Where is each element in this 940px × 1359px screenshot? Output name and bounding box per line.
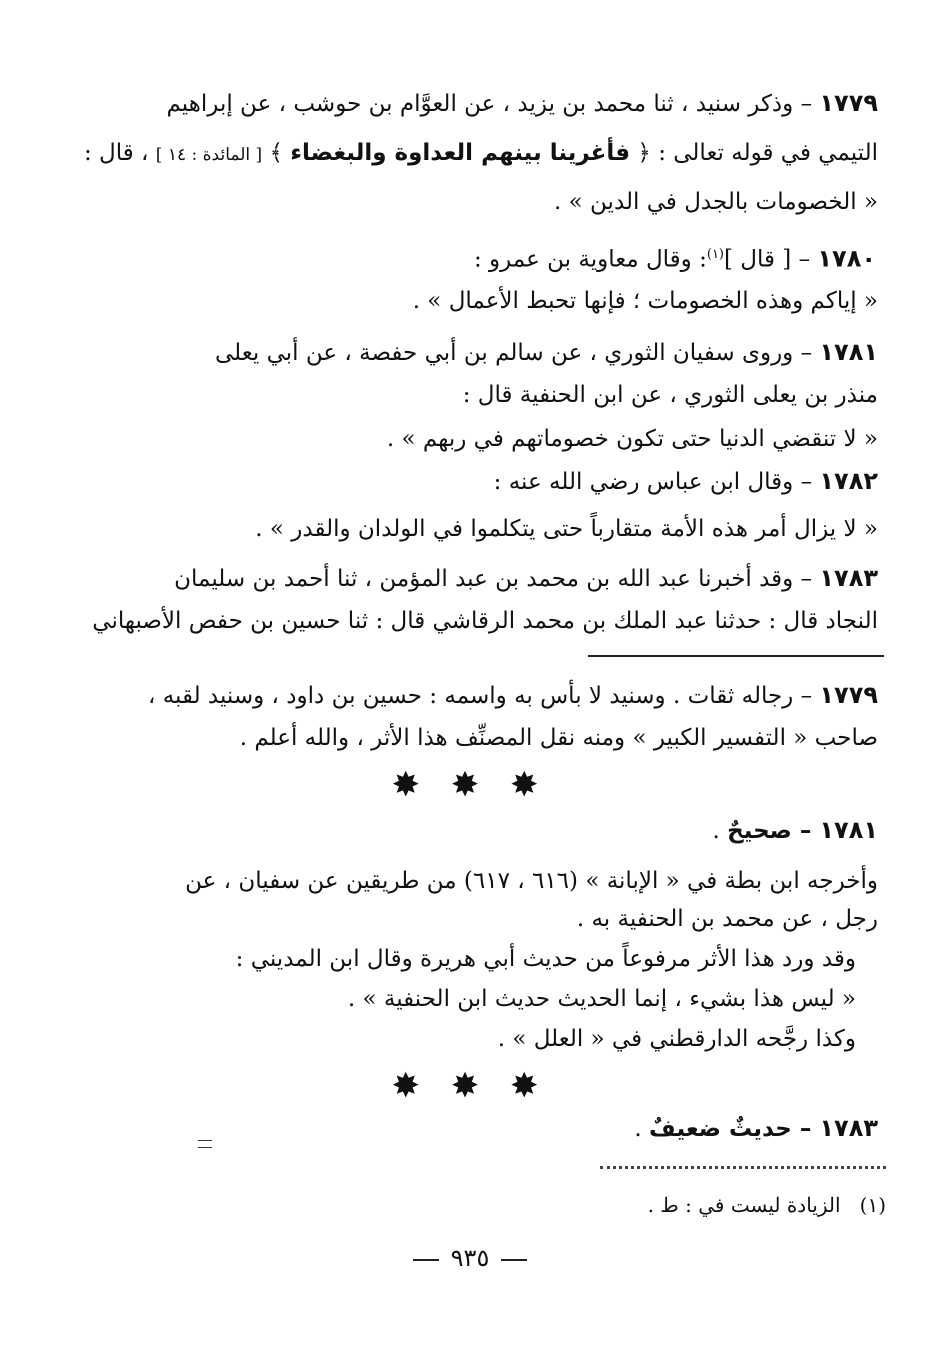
page-number-footer (0, 1244, 940, 1272)
line-text: منذر بن يعلى الثوري ، عن ابن الحنفية قال : (462, 382, 878, 408)
note-line (713, 815, 879, 846)
footnote-marker: (١) (706, 247, 724, 262)
grading: – صحيحٌ (727, 818, 820, 844)
line-text: – رجاله ثقات . وسنيد لا بأس به واسمه : حسين بن داود ، وسنيد لقبه ، (147, 683, 820, 709)
line-text: – وروى سفيان الثوري ، عن سالم بن أبي حفصة ، عن أبي يعلى (215, 340, 820, 366)
line-text: : وقال معاوية بن عمرو : (473, 246, 707, 273)
entry-number: ١٧٨١ (819, 816, 878, 844)
line-text: رجل ، عن محمد بن الحنفية به . (576, 906, 878, 932)
section-separator: ✸ ✸ ✸ (391, 765, 549, 805)
note-line (634, 1113, 878, 1144)
note-line (498, 1024, 856, 1054)
line-text: . (634, 1116, 650, 1142)
entry-number: ١٧٨٠ (817, 244, 876, 273)
text-line (494, 466, 878, 497)
entry-number: ١٧٨٣ (819, 564, 878, 592)
line-text: « إياكم وهذه الخصومات ؛ فإنها تحبط الأعمال » . (412, 288, 878, 314)
entry-number: ١٧٧٩ (819, 681, 878, 709)
line-text: صاحب « التفسير الكبير » ومنه نقل المصنِّف هذا الأثر ، والله أعلم . (239, 725, 878, 751)
line-text: « لا يزال أمر هذه الأمة متقارباً حتى يتكلموا في الولدان والقدر » . (255, 516, 878, 542)
line-text: « الخصومات بالجدل في الدين » . (554, 189, 878, 215)
line-text: التيمي في قوله تعالى : ﴿ (630, 140, 878, 166)
text-line (167, 88, 879, 119)
line-text: – وقال ابن عباس رضي الله عنه : (493, 469, 820, 495)
line-text: – وقد أخبرنا عبد الله بن محمد بن عبد المؤمن ، ثنا أحمد بن سليمان (174, 566, 820, 592)
text-line (92, 606, 878, 636)
note-line (348, 984, 856, 1014)
page-number: ٩٣٥ (450, 1244, 490, 1272)
note-line (240, 723, 878, 753)
text-line (84, 138, 878, 170)
line-text: « ليس هذا بشيء ، إنما الحديث حديث ابن الحنفية » . (347, 986, 856, 1012)
grading: – حديثٌ ضعيفٌ (649, 1116, 820, 1142)
text-line (255, 514, 878, 544)
note-line (185, 866, 878, 896)
line-text: – وذكر سنيد ، ثنا محمد بن يزيد ، عن العوَّام بن حوشب ، عن إبراهيم (166, 91, 820, 117)
line-text: . (712, 818, 728, 844)
line-text: – [ قال ] (724, 246, 818, 273)
footnote-number: (١) (859, 1193, 886, 1217)
text-line (474, 240, 876, 275)
notes-divider (588, 655, 884, 657)
footnote-divider (600, 1166, 886, 1169)
line-text: ، قال : (83, 140, 156, 166)
entry-number: ١٧٨٣ (819, 1114, 878, 1142)
text-line (387, 424, 878, 454)
line-text: النجاد قال : حدثنا عبد الملك بن محمد الرقاشي قال : ثنا حسين بن حفص الأصبهاني (92, 608, 878, 634)
dash-left (501, 1259, 527, 1261)
continuation-mark (198, 1140, 212, 1148)
line-text: وكذا رجَّحه الدارقطني في « العلل » . (497, 1026, 856, 1052)
line-text: ﴾ (262, 140, 291, 166)
dash-right (413, 1259, 439, 1261)
note-line (577, 904, 878, 934)
entry-number: ١٧٨٢ (819, 467, 878, 495)
entry-number: ١٧٧٩ (819, 89, 878, 117)
line-text: « لا تنقضي الدنيا حتى تكون خصوماتهم في ربهم » . (386, 426, 878, 452)
section-separator: ✸ ✸ ✸ (391, 1066, 549, 1106)
text-line (215, 337, 878, 368)
text-line (554, 187, 878, 217)
entry-number: ١٧٨١ (819, 338, 878, 366)
note-line (148, 680, 878, 711)
text-line (463, 380, 878, 410)
verse-reference: [ المائدة : ١٤ ] (155, 145, 263, 165)
line-text: وأخرجه ابن بطة في « الإبانة » (٦١٦ ، ٦١٧) من طريقين عن سفيان ، عن (185, 868, 878, 894)
text-line (413, 286, 878, 316)
footnote-text: الزيادة ليست في : ط . (647, 1193, 841, 1217)
text-line (174, 563, 878, 594)
quran-verse: فأغرينا بينهم العداوة والبغضاء (290, 140, 631, 166)
footnote (648, 1190, 886, 1220)
line-text: وقد ورد هذا الأثر مرفوعاً من حديث أبي هريرة وقال ابن المديني : (235, 946, 856, 972)
note-line (236, 944, 856, 974)
